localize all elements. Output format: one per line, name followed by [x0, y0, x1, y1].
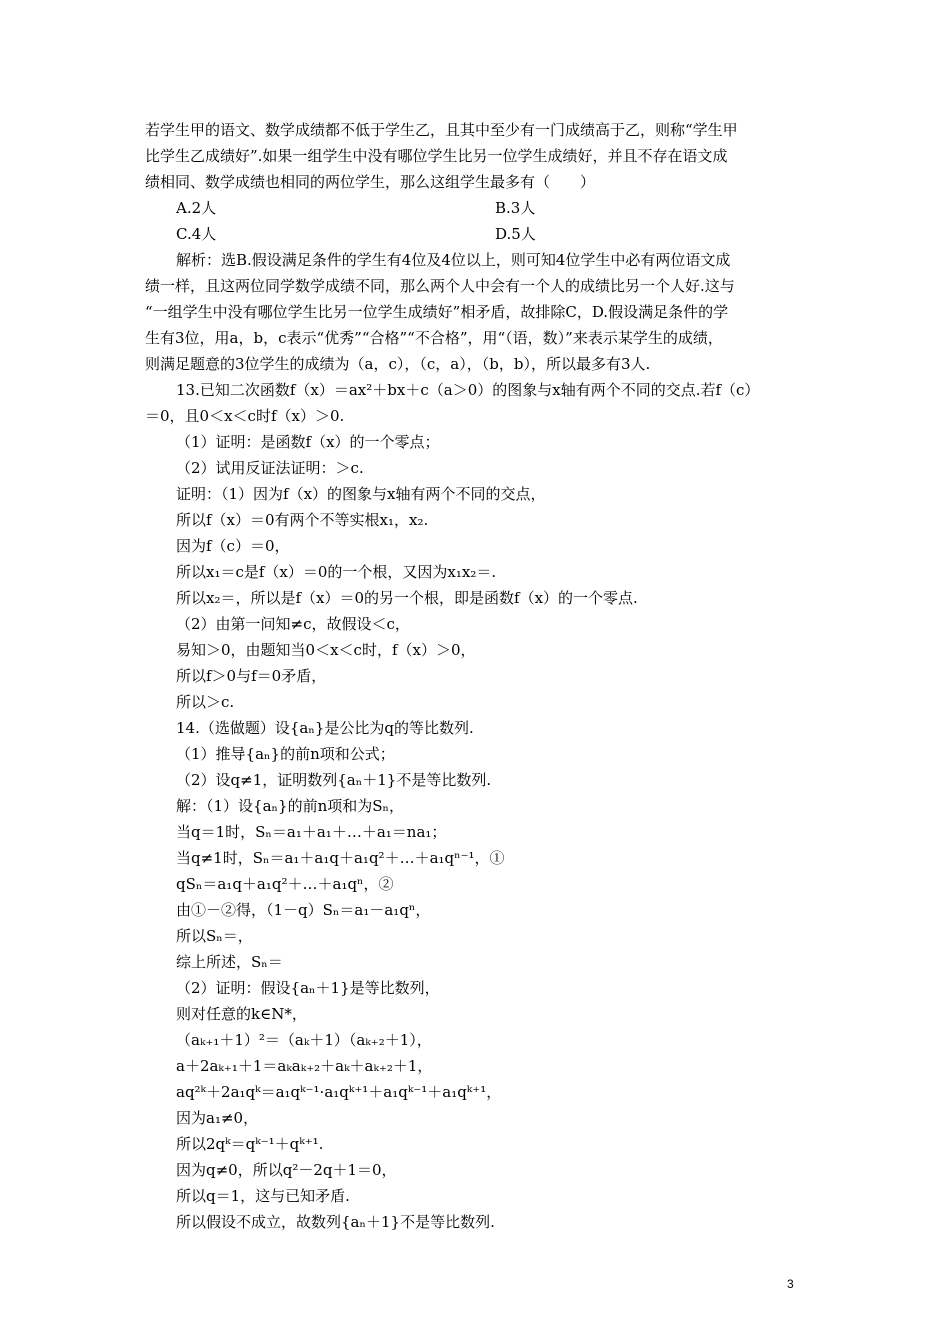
problem-14-line-11: （2）证明：假设{aₙ＋1}是等比数列，	[176, 979, 440, 997]
problem-12-line-1: 若学生甲的语文、数学成绩都不低于学生乙，且其中至少有一门成绩高于乙，则称“学生甲	[145, 121, 738, 139]
option-c: C.4人	[176, 225, 217, 243]
problem-14-line-8: 由①－②得，（1－q）Sₙ＝a₁－a₁qⁿ，	[176, 901, 431, 919]
problem-12-line-2: 比学生乙成绩好”.如果一组学生中没有哪位学生比另一位学生成绩好，并且不存在语文成	[145, 147, 728, 165]
problem-12-line-3: 绩相同、数学成绩也相同的两位学生，那么这组学生最多有（ ）	[145, 173, 596, 191]
problem-14-line-12: 则对任意的k∈N*，	[176, 1005, 307, 1023]
problem-14-line-16: 因为a₁≠0，	[176, 1109, 259, 1127]
problem-13-line-3: （1）证明：是函数f（x）的一个零点；	[176, 433, 440, 451]
problem-13-line-11: 易知＞0，由题知当0＜x＜c时，f（x）＞0，	[176, 641, 476, 659]
problem-14-line-1: 14.（选做题）设{aₙ}是公比为q的等比数列.	[176, 719, 474, 737]
problem-13-line-10: （2）由第一问知≠c，故假设＜c，	[176, 615, 410, 633]
problem-13-line-1: 13.已知二次函数f（x）＝ax²＋bx＋c（a＞0）的图象与x轴有两个不同的交点.若f（c）	[176, 381, 760, 399]
problem-13-line-6: 所以f（x）＝0有两个不等实根x₁，x₂.	[176, 511, 429, 529]
problem-14-line-2: （1）推导{aₙ}的前n项和公式；	[176, 745, 395, 763]
solution-12-line-5: 则满足题意的3位学生的成绩为（a，c），（c，a），（b，b），所以最多有3人.	[145, 355, 651, 373]
problem-14-line-10: 综上所述，Sₙ＝	[176, 953, 283, 971]
problem-14-line-7: qSₙ＝a₁q＋a₁q²＋…＋a₁qⁿ，②	[176, 875, 394, 893]
problem-14-line-6: 当q≠1时，Sₙ＝a₁＋a₁q＋a₁q²＋…＋a₁qⁿ⁻¹，①	[176, 849, 505, 867]
problem-13-line-9: 所以x₂＝，所以是f（x）＝0的另一个根，即是函数f（x）的一个零点.	[176, 589, 638, 607]
problem-13-line-13: 所以＞c.	[176, 693, 235, 711]
problem-13-line-5: 证明：（1）因为f（x）的图象与x轴有两个不同的交点，	[176, 485, 546, 503]
problem-14-line-20: 所以假设不成立，故数列{aₙ＋1}不是等比数列.	[176, 1213, 495, 1231]
problem-14-line-9: 所以Sₙ＝，	[176, 927, 253, 945]
problem-14-line-17: 所以2qᵏ＝qᵏ⁻¹＋qᵏ⁺¹.	[176, 1135, 324, 1153]
solution-12-line-1: 解析：选B.假设满足条件的学生有4位及4位以上，则可知4位学生中必有两位语文成	[176, 251, 731, 269]
problem-14-line-3: （2）设q≠1，证明数列{aₙ＋1}不是等比数列.	[176, 771, 492, 789]
solution-12-line-2: 绩一样，且这两位同学数学成绩不同，那么两个人中会有一个人的成绩比另一个人好.这与	[145, 277, 735, 295]
problem-14-line-13: （aₖ₊₁＋1）²＝（aₖ＋1）（aₖ₊₂＋1），	[176, 1031, 432, 1049]
problem-13-line-4: （2）试用反证法证明：＞c.	[176, 459, 364, 477]
problem-13-line-12: 所以f＞0与f＝0矛盾，	[176, 667, 327, 685]
problem-13-line-7: 因为f（c）＝0，	[176, 537, 290, 555]
problem-13-line-8: 所以x₁＝c是f（x）＝0的一个根，又因为x₁x₂＝.	[176, 563, 497, 581]
solution-12-line-3: “一组学生中没有哪位学生比另一位学生成绩好”相矛盾，故排除C，D.假设满足条件的学	[145, 303, 729, 321]
option-b: B.3人	[495, 199, 536, 217]
problem-14-line-19: 所以q＝1，这与已知矛盾.	[176, 1187, 350, 1205]
problem-14-line-5: 当q＝1时，Sₙ＝a₁＋a₁＋…＋a₁＝na₁；	[176, 823, 447, 841]
page-number: 3	[787, 1277, 794, 1291]
problem-14-line-4: 解：（1）设{aₙ}的前n项和为Sₙ，	[176, 797, 404, 815]
problem-14-line-15: aq²ᵏ＋2a₁qᵏ＝a₁qᵏ⁻¹·a₁qᵏ⁺¹＋a₁qᵏ⁻¹＋a₁qᵏ⁺¹，	[176, 1083, 502, 1101]
solution-12-line-4: 生有3位，用a，b，c表示“优秀”“合格”“不合格”，用“（语，数）”来表示某学生的成绩，	[145, 329, 723, 347]
problem-14-line-18: 因为q≠0，所以q²－2q＋1＝0，	[176, 1161, 397, 1179]
option-a: A.2人	[176, 199, 217, 217]
problem-13-line-2: ＝0，且0＜x＜c时f（x）＞0.	[145, 407, 345, 425]
problem-14-line-14: a＋2aₖ₊₁＋1＝aₖaₖ₊₂＋aₖ＋aₖ₊₂＋1，	[176, 1057, 433, 1075]
option-d: D.5人	[495, 225, 536, 243]
